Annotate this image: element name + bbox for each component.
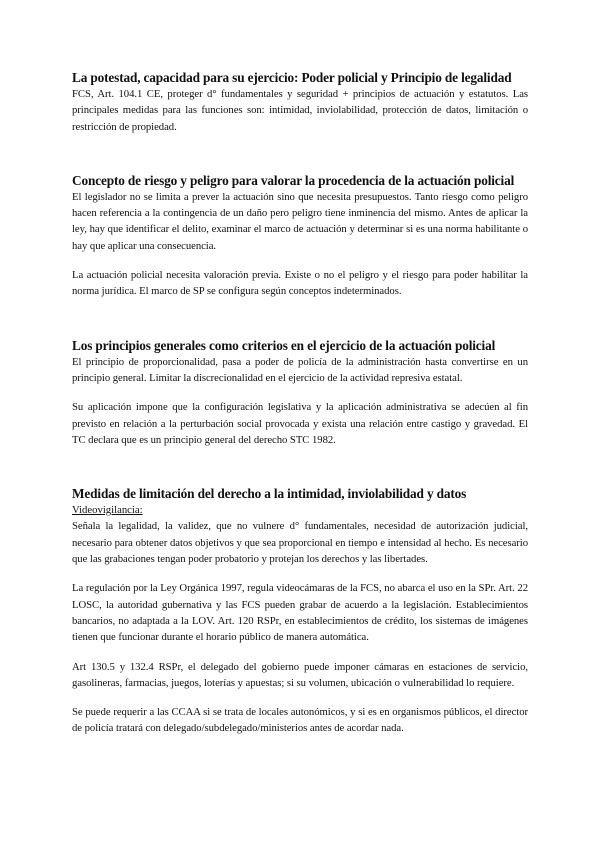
section-medidas-limitacion	[72, 485, 528, 737]
section-heading: Los principios generales como criterios en el ejercicio de la actuación policial	[72, 337, 496, 353]
section-heading: La potestad, capacidad para su ejercicio: Poder policial y Principio de legalidad	[72, 70, 512, 85]
section-heading: Concepto de riesgo y peligro para valorar la procedencia de la actuación policial	[72, 172, 515, 188]
section-principios-generales	[72, 337, 528, 448]
section-subheading: Videovigilancia:	[72, 504, 143, 517]
section-paragraph: Su aplicación impone que la configuración legislativa y la aplicación administrativa se adecúen al fin previsto en relación a la perturbación social provocada y exista una relación entre castigo y gravedad. El TC declara que es un principio general del derecho STC 1982.	[72, 401, 528, 446]
section-paragraph: Se puede requerir a las CCAA si se trata de locales autonómicos, y si es en organismos públicos, el director de policía tratará con delegado/subdelegado/ministerios antes de acordar nada.	[72, 706, 528, 735]
section-riesgo-peligro	[72, 172, 528, 300]
section-paragraph: La regulación por la Ley Orgánica 1997, regula videocámaras de la FCS, no abarca el uso en la SPr. Art. 22 LOSC, la autoridad gubernativa y las FCS pueden grabar de acuerdo a la legislación. Establecimientos bancarios, no adaptada a la LOV. Art. 120 RSPr, en establecimientos de crédito, los sistemas de imágenes tienen que funcionar durante el horario público de manera automática.	[72, 582, 528, 644]
section-paragraph: FCS, Art. 104.1 CE, proteger d° fundamentales y seguridad + principios de actuación y estatutos. Las principales medidas para las funciones son: intimidad, inviolabilidad, protección de datos, limitación o restricción de propiedad.	[72, 88, 528, 133]
section-paragraph: Art 130.5 y 132.4 RSPr, el delegado del gobierno puede imponer cámaras en estaciones de servicio, gasolineras, farmacias, juegos, loterías y apuestas; si su volumen, ubicación o vulnerabilidad lo requiere.	[72, 660, 528, 689]
section-heading: Medidas de limitación del derecho a la intimidad, inviolabilidad y datos	[72, 486, 467, 502]
section-paragraph: Señala la legalidad, la validez, que no vulnere d° fundamentales, necesidad de autorización judicial, necesario para obtener datos objetivos y que sea proporcional en tiempo e intensidad al hecho. Es necesario que las grabaciones tengan poder probatorio y protejan los derechos y las libertades.	[72, 520, 528, 566]
section-paragraph: El legislador no se limita a prever la actuación sino que necesita presupuestos. Tanto riesgo como peligro hacen referencia a la contingencia de un daño pero peligro tiene inminencia del mismo. Antes de aplicar la ley, hay que identificar el delito, examinar el marco de actuación y determinar si es una norma habilitante o hay que aplicar una consecuencia.	[72, 190, 528, 252]
section-potestad	[72, 69, 528, 135]
document-page	[72, 69, 528, 737]
section-paragraph: El principio de proporcionalidad, pasa a poder de policía de la administración hasta convertirse en un principio general. Limitar la discrecionalidad en el ejercicio de la actividad represiva estatal.	[72, 355, 528, 384]
section-paragraph: La actuación policial necesita valoración previa. Existe o no el peligro y el riesgo para poder habilitar la norma jurídica. El marco de SP se configura según conceptos indeterminados.	[72, 269, 528, 298]
